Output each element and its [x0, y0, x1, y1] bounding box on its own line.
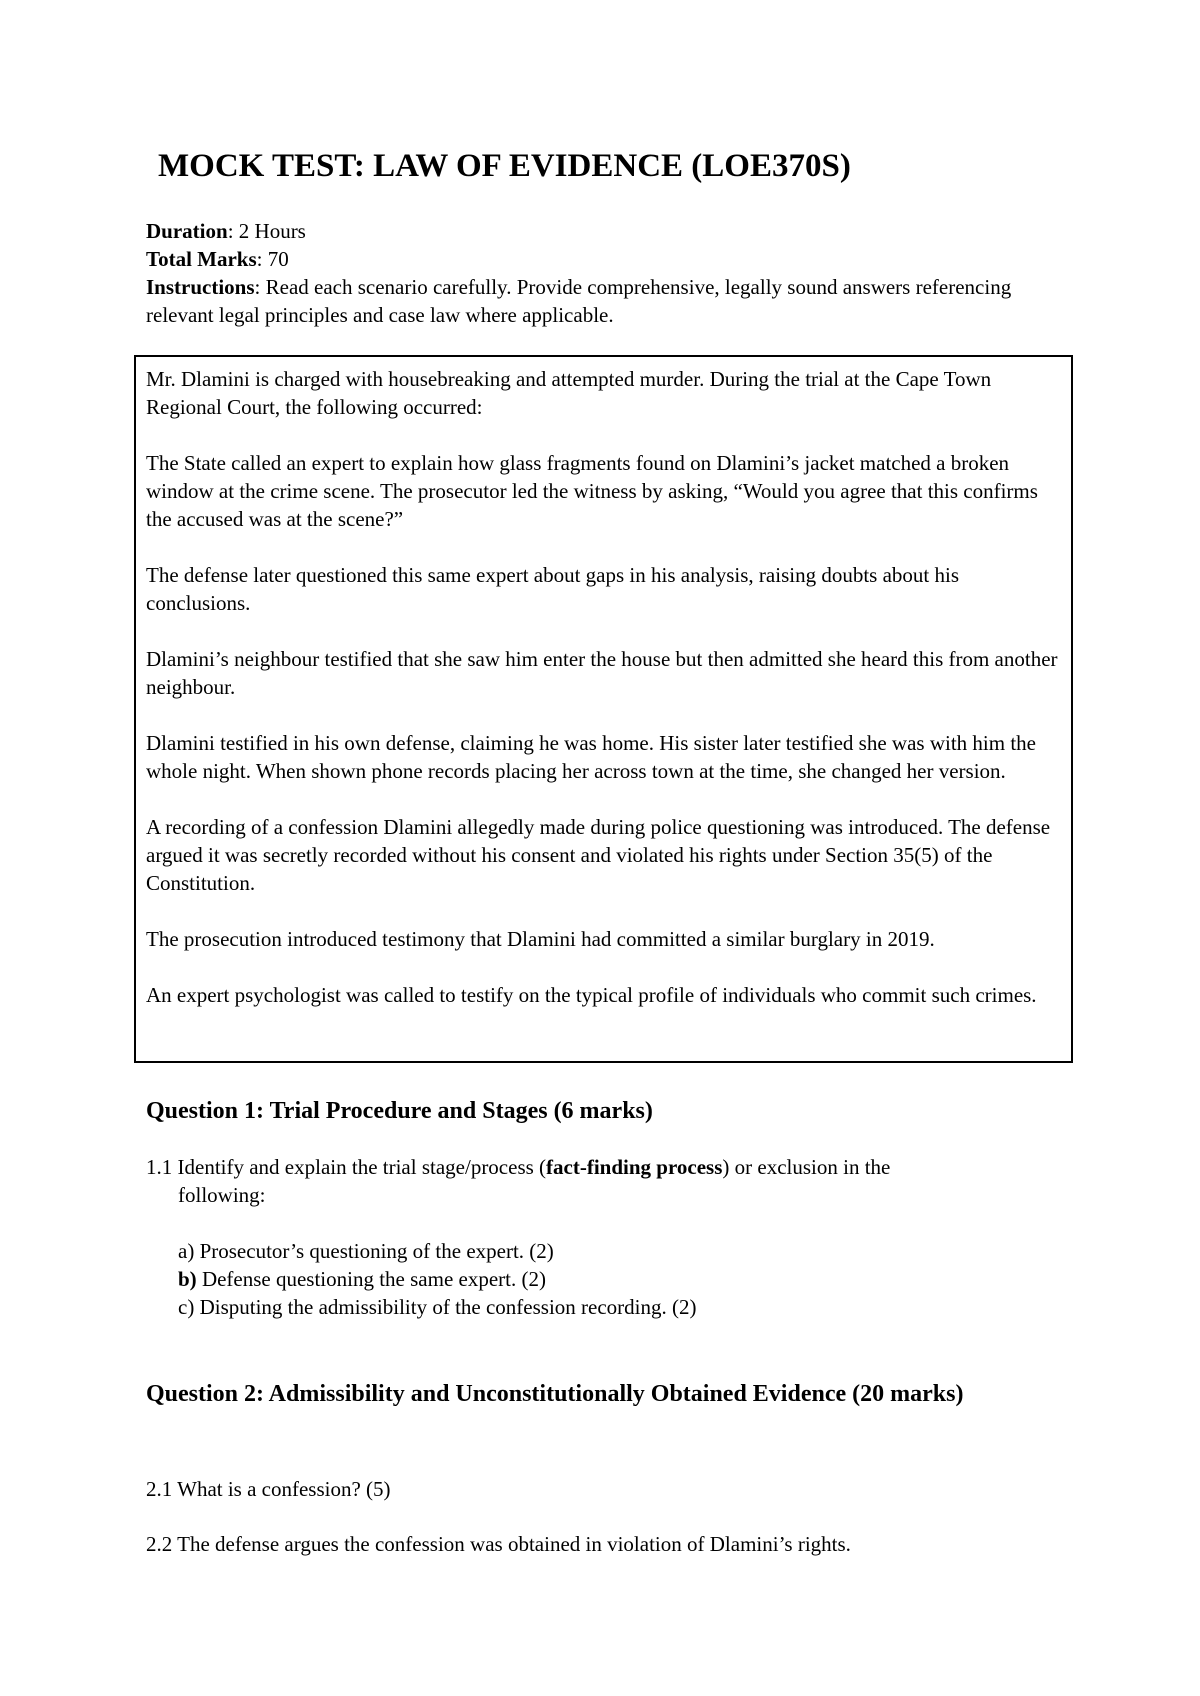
scenario-paragraph: Dlamini’s neighbour testified that she saw him enter the house but then admitted she heard this from another neighbour. [146, 647, 1058, 699]
question-1-1-text: Identify and explain the trial stage/process ( [172, 1155, 547, 1179]
total-marks-line [146, 245, 1066, 273]
duration-line [146, 217, 1066, 245]
total-marks-label: Total Marks [146, 247, 257, 271]
subpart-c [178, 1293, 1058, 1321]
scenario-box [134, 355, 1073, 1063]
question-1-subparts [178, 1237, 1058, 1321]
subpart-b-label: b) [178, 1267, 197, 1291]
question-2-heading: Question 2: Admissibility and Unconstitutionally Obtained Evidence (20 marks) [146, 1381, 964, 1407]
scenario-paragraph: An expert psychologist was called to testify on the typical profile of individuals who commit such crimes. [146, 983, 1037, 1007]
scenario-paragraph: A recording of a confession Dlamini allegedly made during police questioning was introduced. The defense argued it was secretly recorded without his consent and violated his rights under Section 35(5) of the Constitution. [146, 815, 1051, 895]
question-1-1-number: 1.1 [146, 1155, 173, 1179]
question-1-1-text-end: ) or exclusion in the [722, 1155, 891, 1179]
scenario-paragraph: Mr. Dlamini is charged with housebreaking and attempted murder. During the trial at the Cape Town Regional Court, the following occurred: [146, 367, 992, 419]
duration-label: Duration [146, 219, 228, 243]
question-2-1: 2.1 What is a confession? (5) [146, 1477, 391, 1501]
subpart-a-label: a) [178, 1239, 195, 1263]
total-marks-value: : 70 [256, 247, 289, 271]
question-1-1-continuation: following: [178, 1183, 266, 1207]
subpart-c-text: Disputing the admissibility of the confession recording. (2) [194, 1295, 697, 1319]
document-title: MOCK TEST: LAW OF EVIDENCE (LOE370S) [158, 148, 851, 184]
question-1-1 [146, 1153, 1066, 1209]
instructions-line [146, 273, 1066, 329]
test-details [146, 217, 1066, 329]
duration-value: : 2 Hours [227, 219, 306, 243]
scenario-paragraph: The State called an expert to explain how glass fragments found on Dlamini’s jacket matched a broken window at the crime scene. The prosecutor led the witness by asking, “Would you agree that this confirms the accused was at the scene?” [146, 451, 1038, 531]
subpart-b [178, 1265, 1058, 1293]
instructions-label: Instructions [146, 275, 255, 299]
subpart-b-text: Defense questioning the same expert. (2) [196, 1267, 546, 1291]
question-1-heading: Question 1: Trial Procedure and Stages (6 marks) [146, 1098, 653, 1124]
question-2-2: 2.2 The defense argues the confession was obtained in violation of Dlamini’s rights. [146, 1532, 851, 1556]
question-1-1-bold-term: fact-finding process [546, 1155, 723, 1179]
scenario-paragraph: Dlamini testified in his own defense, claiming he was home. His sister later testified she was with him the whole night. When shown phone records placing her across town at the time, she changed her version. [146, 731, 1036, 783]
scenario-paragraph: The prosecution introduced testimony that Dlamini had committed a similar burglary in 2019. [146, 927, 935, 951]
instructions-text: : Read each scenario carefully. Provide comprehensive, legally sound answers referencing relevant legal principles and case law where applicable. [146, 275, 1012, 327]
subpart-a-text: Prosecutor’s questioning of the expert. (2) [194, 1239, 554, 1263]
subpart-c-label: c) [178, 1295, 195, 1319]
subpart-a [178, 1237, 1058, 1265]
scenario-paragraph: The defense later questioned this same expert about gaps in his analysis, raising doubts about his conclusions. [146, 563, 959, 615]
